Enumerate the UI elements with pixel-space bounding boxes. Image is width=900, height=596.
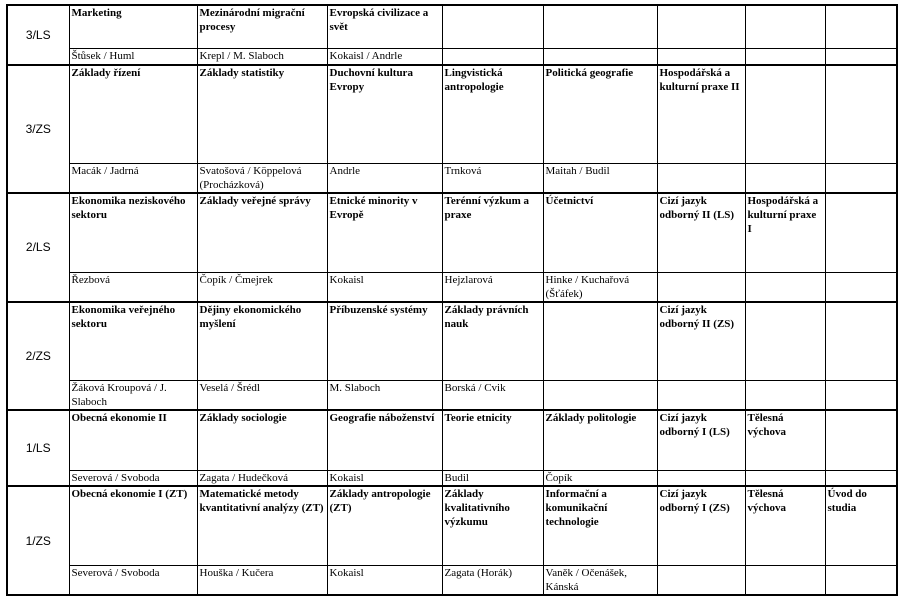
- course-cell: [825, 65, 897, 164]
- course-cell: [197, 410, 327, 471]
- course-title: Ekonomika neziskového sektoru: [71, 194, 186, 221]
- course-cell-teacher: [745, 272, 825, 302]
- course-title: Mezinárodní migrační procesy: [199, 7, 305, 33]
- course-content: [828, 487, 895, 565]
- course-teacher: Kokaisl: [329, 567, 364, 579]
- course-cell-teacher: [657, 380, 745, 410]
- semester-label: 2/LS: [7, 193, 69, 302]
- semester-label: 1/ZS: [7, 486, 69, 595]
- course-title: Matematické metody kvantitativní analýzy (ZT): [199, 488, 324, 514]
- course-teacher: Macák / Jadrná: [71, 164, 139, 177]
- course-title: Etnické minority v Evropě: [329, 194, 418, 221]
- course-cell: [825, 410, 897, 471]
- course-content: [330, 303, 440, 380]
- semester-label: 3/ZS: [7, 65, 69, 193]
- course-cell: [825, 302, 897, 381]
- course-title: Hospodářská a kulturní praxe I: [747, 194, 819, 235]
- course-cell: [745, 65, 825, 164]
- course-title: Terénní výzkum a praxe: [444, 194, 530, 221]
- semester-row: [7, 65, 897, 164]
- course-cell-teacher: [825, 470, 897, 486]
- course-cell: [69, 193, 197, 273]
- course-teacher: Zagata (Horák): [444, 567, 512, 579]
- course-cell: [657, 5, 745, 49]
- course-teacher: Žáková Kroupová / J. Slaboch: [71, 381, 167, 408]
- course-cell: [69, 410, 197, 471]
- course-cell-teacher: [825, 380, 897, 410]
- course-cell: [825, 193, 897, 273]
- course-title: Příbuzenské systémy: [329, 303, 428, 316]
- course-content: [445, 487, 541, 565]
- course-title: Úvod do studia: [827, 488, 867, 514]
- course-cell-teacher: [825, 272, 897, 302]
- course-cell-teacher: [543, 380, 657, 410]
- course-title: Tělesná výchova: [747, 488, 786, 514]
- course-title: Marketing: [71, 7, 122, 19]
- course-title: Cizí jazyk odborný I (ZS): [659, 488, 730, 514]
- course-content: [330, 487, 440, 565]
- table-body: [7, 5, 897, 595]
- course-title: Obecná ekonomie II: [71, 411, 167, 424]
- course-cell: [197, 193, 327, 273]
- course-title: Hospodářská a kulturní praxe II: [659, 66, 740, 93]
- course-content: [546, 411, 655, 470]
- course-content: [72, 6, 195, 48]
- course-teacher: Houška / Kučera: [199, 567, 274, 579]
- course-teacher: Čopík: [545, 471, 573, 484]
- course-cell-teacher: [543, 163, 657, 193]
- course-content: [445, 303, 541, 380]
- course-content: [660, 303, 743, 380]
- course-cell-teacher: [657, 272, 745, 302]
- course-teacher: Maitah / Budil: [545, 164, 610, 177]
- course-content: [660, 194, 743, 272]
- course-cell: [442, 65, 543, 164]
- course-title: Tělesná výchova: [747, 411, 786, 438]
- course-content: [200, 411, 325, 470]
- course-cell-teacher: [327, 49, 442, 65]
- course-cell-teacher: [69, 470, 197, 486]
- course-cell-teacher: [657, 566, 745, 596]
- course-content: [546, 66, 655, 163]
- course-cell-teacher: [197, 272, 327, 302]
- course-cell-teacher: [825, 49, 897, 65]
- course-cell-teacher: [69, 380, 197, 410]
- course-cell-teacher: [197, 163, 327, 193]
- semester-row: [7, 486, 897, 566]
- semester-teacher-row: [7, 470, 897, 486]
- course-content: [72, 303, 195, 380]
- course-cell: [327, 193, 442, 273]
- course-teacher: M. Slaboch: [329, 381, 381, 394]
- course-title: Obecná ekonomie I (ZT): [71, 488, 188, 500]
- course-cell: [442, 5, 543, 49]
- course-title: Cizí jazyk odborný II (LS): [659, 194, 735, 221]
- semester-teacher-row: [7, 566, 897, 596]
- course-cell-teacher: [442, 380, 543, 410]
- course-title: Základy antropologie (ZT): [329, 488, 431, 514]
- course-title: Základy sociologie: [199, 411, 287, 424]
- course-cell-teacher: [543, 470, 657, 486]
- course-cell: [825, 486, 897, 566]
- course-cell-teacher: [69, 163, 197, 193]
- course-cell: [69, 302, 197, 381]
- semester-teacher-row: [7, 272, 897, 302]
- course-title: Cizí jazyk odborný II (ZS): [659, 303, 735, 330]
- course-cell: [657, 65, 745, 164]
- course-content: [546, 487, 655, 565]
- course-title: Lingvistická antropologie: [444, 66, 504, 93]
- course-teacher: Vaněk / Očenášek, Kánská: [545, 567, 628, 593]
- course-content: [200, 66, 325, 163]
- course-teacher: Severová / Svoboda: [71, 567, 160, 579]
- course-cell-teacher: [745, 470, 825, 486]
- course-cell-teacher: [197, 49, 327, 65]
- course-title: Evropská civilizace a svět: [329, 7, 429, 33]
- course-cell: [327, 486, 442, 566]
- semester-label: 2/ZS: [7, 302, 69, 410]
- course-content: [748, 411, 823, 470]
- course-cell: [197, 5, 327, 49]
- course-cell: [327, 5, 442, 49]
- course-title: Informační a komunikační technologie: [545, 488, 608, 528]
- course-content: [72, 194, 195, 272]
- course-teacher: Budil: [444, 471, 469, 484]
- course-cell: [197, 302, 327, 381]
- course-cell-teacher: [442, 49, 543, 65]
- course-teacher: Čopík / Čmejrek: [199, 273, 273, 286]
- course-cell-teacher: [197, 380, 327, 410]
- course-content: [200, 194, 325, 272]
- course-cell: [657, 193, 745, 273]
- course-cell: [442, 486, 543, 566]
- course-cell-teacher: [825, 163, 897, 193]
- course-title: Duchovní kultura Evropy: [329, 66, 413, 93]
- course-content: [546, 194, 655, 272]
- study-plan-table: [6, 4, 898, 596]
- course-cell: [327, 302, 442, 381]
- course-content: [200, 6, 325, 48]
- course-cell-teacher: [442, 272, 543, 302]
- course-cell: [543, 486, 657, 566]
- course-content: [72, 66, 195, 163]
- course-cell-teacher: [543, 49, 657, 65]
- course-title: Základy politologie: [545, 411, 637, 424]
- course-cell: [745, 302, 825, 381]
- course-cell-teacher: [69, 49, 197, 65]
- semester-row: [7, 410, 897, 471]
- course-teacher: Trnková: [444, 164, 482, 177]
- course-content: [200, 487, 325, 565]
- course-title: Ekonomika veřejného sektoru: [71, 303, 176, 330]
- course-cell: [327, 65, 442, 164]
- course-teacher: Kokaisl / Andrle: [329, 50, 403, 62]
- course-cell-teacher: [197, 470, 327, 486]
- course-content: [200, 303, 325, 380]
- course-teacher: Štůsek / Huml: [71, 50, 135, 62]
- course-title: Politická geografie: [545, 66, 634, 79]
- course-teacher: Severová / Svoboda: [71, 471, 160, 484]
- course-cell: [327, 410, 442, 471]
- course-cell: [442, 302, 543, 381]
- course-teacher: Veselá / Šrédl: [199, 381, 260, 394]
- course-cell: [745, 410, 825, 471]
- course-cell-teacher: [327, 380, 442, 410]
- course-title: Teorie etnicity: [444, 411, 512, 424]
- course-content: [445, 66, 541, 163]
- course-content: [330, 194, 440, 272]
- course-cell: [543, 193, 657, 273]
- course-cell-teacher: [69, 272, 197, 302]
- course-teacher: Kokaisl: [329, 471, 364, 484]
- course-teacher: Hejzlarová: [444, 273, 493, 286]
- course-cell: [745, 486, 825, 566]
- course-content: [330, 411, 440, 470]
- course-cell: [745, 5, 825, 49]
- course-content: [748, 487, 823, 565]
- course-cell: [197, 65, 327, 164]
- course-cell: [197, 486, 327, 566]
- course-title: Základy právních nauk: [444, 303, 529, 330]
- course-cell: [543, 5, 657, 49]
- course-content: [660, 411, 743, 470]
- course-cell: [657, 302, 745, 381]
- semester-label: 3/LS: [7, 5, 69, 65]
- course-cell-teacher: [442, 163, 543, 193]
- course-teacher: Řezbová: [71, 273, 110, 286]
- course-content: [660, 487, 743, 565]
- course-cell: [543, 302, 657, 381]
- course-cell-teacher: [745, 163, 825, 193]
- course-cell-teacher: [657, 49, 745, 65]
- course-teacher: Zagata / Hudečková: [199, 471, 289, 484]
- course-cell-teacher: [327, 272, 442, 302]
- course-content: [330, 66, 440, 163]
- course-cell-teacher: [442, 566, 543, 596]
- course-cell-teacher: [745, 49, 825, 65]
- course-cell: [543, 410, 657, 471]
- course-title: Účetnictví: [545, 194, 594, 207]
- course-cell: [442, 193, 543, 273]
- course-cell-teacher: [745, 566, 825, 596]
- course-cell: [69, 65, 197, 164]
- course-cell-teacher: [657, 163, 745, 193]
- course-cell-teacher: [327, 566, 442, 596]
- semester-row: [7, 302, 897, 381]
- course-cell: [657, 410, 745, 471]
- course-cell: [69, 486, 197, 566]
- course-cell-teacher: [442, 470, 543, 486]
- course-teacher: Svatošová / Köppelová (Procházková): [199, 164, 302, 191]
- course-title: Základy kvalitativního výzkumu: [444, 488, 510, 528]
- course-cell: [543, 65, 657, 164]
- course-cell-teacher: [327, 470, 442, 486]
- course-content: [445, 194, 541, 272]
- course-cell-teacher: [543, 272, 657, 302]
- semester-teacher-row: [7, 380, 897, 410]
- course-teacher: Krepl / M. Slaboch: [199, 50, 284, 62]
- course-content: [546, 303, 655, 380]
- course-cell-teacher: [657, 470, 745, 486]
- course-content: [72, 487, 195, 565]
- course-content: [660, 66, 743, 163]
- course-content: [748, 194, 823, 272]
- semester-teacher-row: [7, 163, 897, 193]
- course-cell-teacher: [327, 163, 442, 193]
- semester-row: [7, 5, 897, 49]
- course-teacher: Borská / Cvik: [444, 381, 506, 394]
- course-cell: [69, 5, 197, 49]
- course-cell: [825, 5, 897, 49]
- course-cell-teacher: [745, 380, 825, 410]
- course-content: [72, 411, 195, 470]
- course-teacher: Andrle: [329, 164, 361, 177]
- course-teacher: Hinke / Kuchařová (Šťáfek): [545, 273, 630, 300]
- semester-label: 1/LS: [7, 410, 69, 487]
- semester-row: [7, 193, 897, 273]
- course-cell: [657, 486, 745, 566]
- course-title: Základy veřejné správy: [199, 194, 311, 207]
- semester-teacher-row: [7, 49, 897, 65]
- course-cell-teacher: [197, 566, 327, 596]
- course-cell-teacher: [825, 566, 897, 596]
- course-title: Dějiny ekonomického myšlení: [199, 303, 302, 330]
- course-title: Základy statistiky: [199, 66, 285, 79]
- course-cell-teacher: [69, 566, 197, 596]
- course-title: Geografie náboženství: [329, 411, 435, 424]
- course-cell-teacher: [543, 566, 657, 596]
- course-cell: [442, 410, 543, 471]
- course-title: Cizí jazyk odborný I (LS): [659, 411, 730, 438]
- course-teacher: Kokaisl: [329, 273, 364, 286]
- course-cell: [745, 193, 825, 273]
- course-content: [330, 6, 440, 48]
- course-title: Základy řízení: [71, 66, 141, 79]
- course-content: [445, 411, 541, 470]
